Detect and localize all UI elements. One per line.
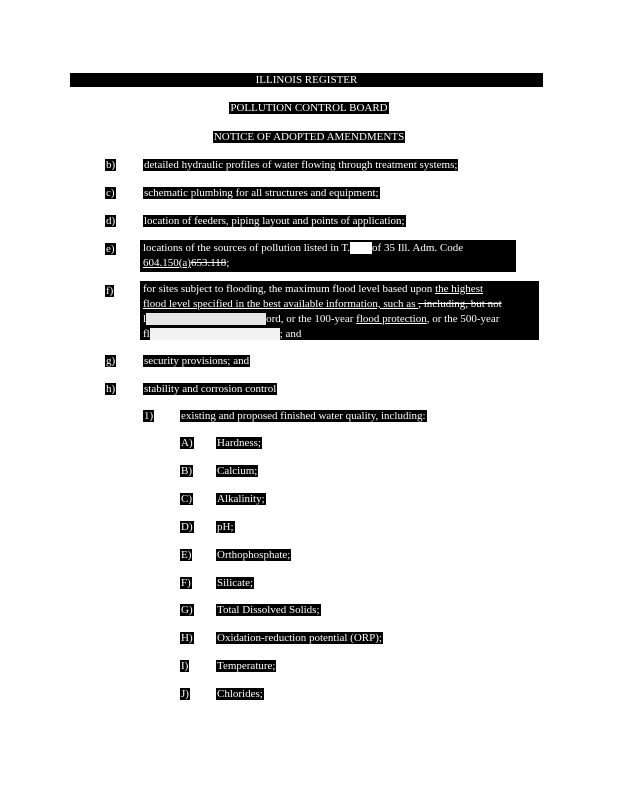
item-f-label: f)	[106, 285, 114, 297]
item-f-line3d: , or the 500-year	[426, 313, 500, 325]
item-c-label: c)	[106, 187, 115, 199]
register-title: ILLINOIS REGISTER	[255, 74, 358, 86]
item-c-text: schematic plumbing for all structures and equipment;	[144, 187, 379, 199]
item-f-line4a: fl	[143, 328, 150, 340]
item-e-line2-struck: 653.118	[190, 257, 227, 269]
item-f-line4b: ; and	[279, 328, 302, 340]
item-b-text: detailed hydraulic profiles of water flowing through treatment systems;	[144, 159, 458, 171]
subitem-text: Alkalinity;	[217, 493, 265, 505]
subitem-label: F)	[181, 577, 191, 589]
subitem-label: I)	[181, 660, 189, 672]
item-h1-text: existing and proposed finished water quality, including:	[181, 410, 426, 422]
item-h-text: stability and corrosion control	[144, 383, 277, 395]
item-d-label: d)	[106, 215, 116, 227]
item-f-line3c: flood protection	[356, 313, 427, 325]
subitem-label: J)	[181, 688, 189, 700]
board-title-text: POLLUTION CONTROL BOARD	[230, 102, 388, 114]
item-f-line1a: for sites subject to flooding, the maximum flood level based upon	[143, 283, 436, 295]
register-header-bar	[70, 73, 543, 87]
item-f-line3b: ord, or the 100-year	[266, 313, 357, 325]
subitem-text: Hardness;	[217, 437, 261, 449]
item-e-line1b: of 35 Ill. Adm. Code	[372, 242, 464, 254]
subitem-text: Oxidation-reduction potential (ORP);	[217, 632, 382, 644]
item-e-line2: 604.150(a)	[143, 257, 191, 269]
item-f-line2b: , including, but not	[418, 298, 502, 310]
subitem-text: pH;	[217, 521, 234, 533]
subitem-label: G)	[181, 604, 193, 616]
item-e-line1: locations of the sources of pollution listed in T.	[143, 242, 351, 254]
item-f-line1b: the highest	[435, 283, 484, 295]
subitem-text: Total Dissolved Solids;	[217, 604, 320, 616]
item-f-line2a: flood level specified in the best available information, such as	[143, 298, 419, 310]
subitem-text: Chlorides;	[217, 688, 263, 700]
item-f-line3a: l	[143, 313, 147, 325]
subitem-label: A)	[181, 437, 193, 449]
subitem-label: B)	[181, 465, 192, 477]
item-b-label: b)	[106, 159, 116, 171]
item-d-text: location of feeders, piping layout and points of application;	[144, 215, 405, 227]
item-g-label: g)	[106, 355, 116, 367]
item-h1-label: 1)	[144, 410, 154, 422]
item-e-label: e)	[106, 243, 115, 255]
subitem-text: Calcium;	[217, 465, 258, 477]
item-h-label: h)	[106, 383, 116, 395]
subitem-label: E)	[181, 549, 192, 561]
item-e-text	[140, 240, 516, 272]
subitem-text: Temperature;	[217, 660, 276, 672]
subitem-label: C)	[181, 493, 192, 505]
item-f-text	[140, 281, 539, 340]
item-e-line2-end: ;	[226, 257, 230, 269]
item-g-text: security provisions; and	[144, 355, 250, 367]
subitem-text: Silicate;	[217, 577, 254, 589]
notice-title-text: NOTICE OF ADOPTED AMENDMENTS	[213, 131, 405, 143]
notice-title	[0, 131, 618, 143]
subitem-label: D)	[181, 521, 193, 533]
subitem-text: Orthophosphate;	[217, 549, 291, 561]
board-title	[0, 102, 618, 114]
subitem-label: H)	[181, 632, 193, 644]
